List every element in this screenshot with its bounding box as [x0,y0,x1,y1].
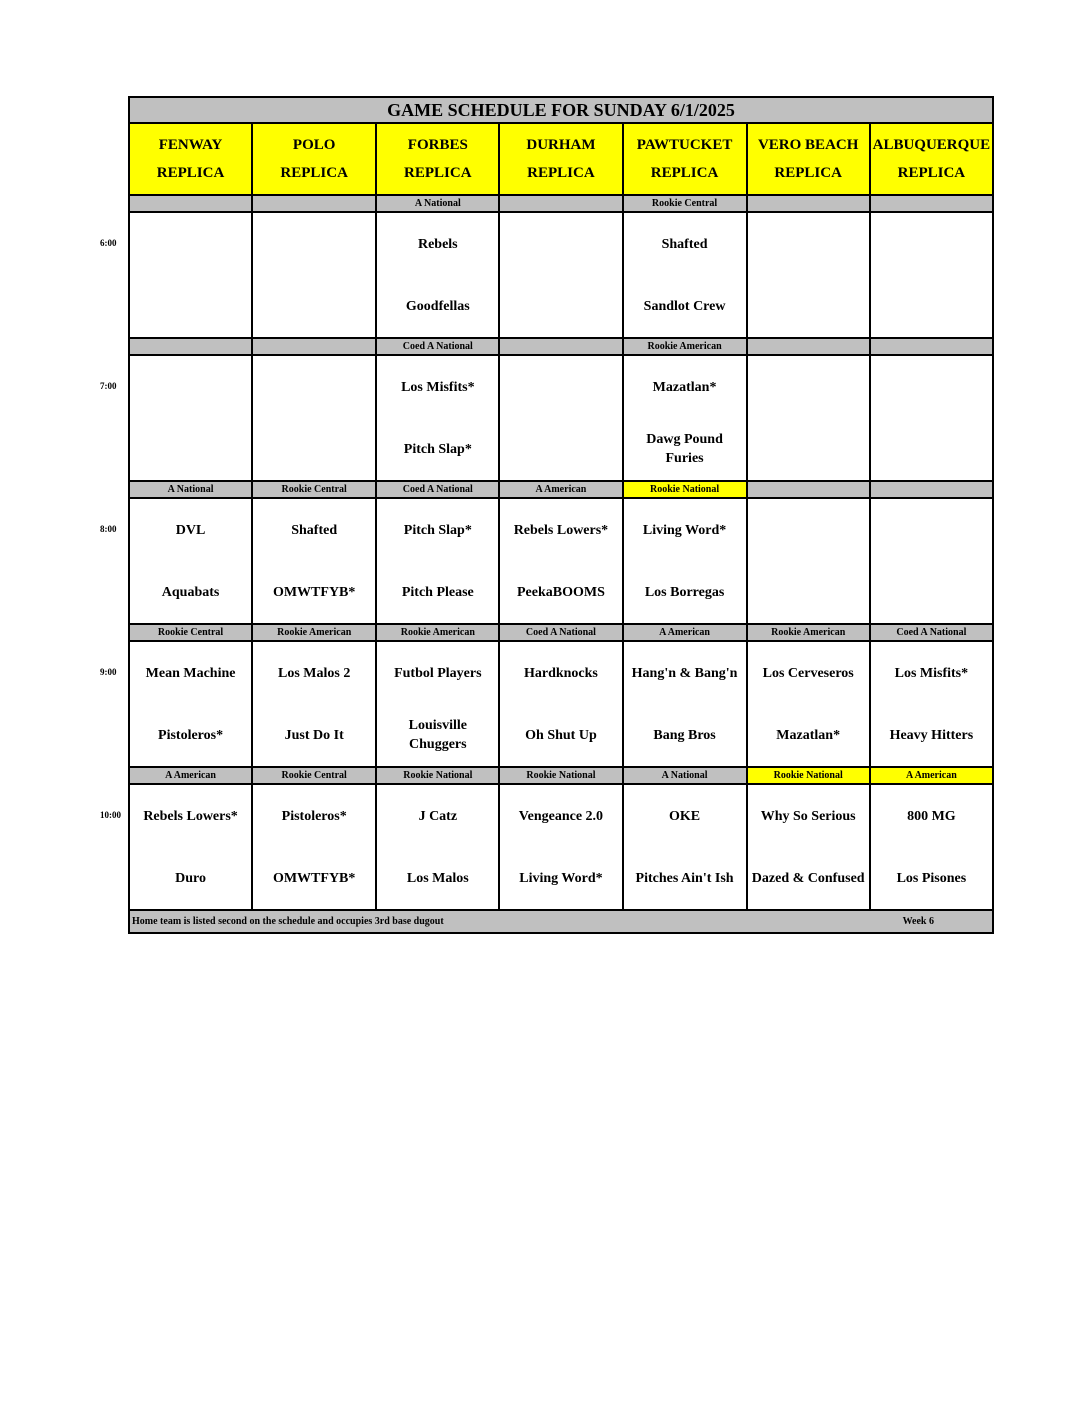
away-team [253,213,375,275]
division-label [252,195,376,212]
game-cell [376,498,499,624]
home-team: PeekaBOOMS [516,584,605,600]
away-team [500,356,621,418]
field-subtitle: REPLICA [774,165,842,181]
footer-row [129,910,993,933]
division-label: Coed A National [376,338,499,355]
game-row [129,498,993,624]
field-subtitle: REPLICA [280,165,348,181]
home-team: Pitch Slap* [403,441,472,457]
game-cell [376,355,499,481]
time-label: 8:00 [100,524,117,534]
home-team: Sandlot Crew [643,298,726,314]
game-cell [499,212,622,338]
game-cell [747,498,870,624]
division-label [747,481,870,498]
away-team: Pitch Slap* [403,522,472,538]
away-team [871,356,992,418]
field-name: FENWAY [158,137,223,153]
division-label: A American [623,624,747,641]
division-label: Rookie Central [623,195,747,212]
division-label: Rookie National [376,767,499,784]
away-team: Hang'n & Bang'n [631,665,738,681]
division-label: Rookie Central [252,767,376,784]
game-row [129,641,993,767]
division-label [129,195,252,212]
away-team: Mazatlan* [652,379,717,395]
away-team: Futbol Players [394,665,482,681]
division-label: Rookie American [252,624,376,641]
home-team: Dawg Pound Furies [646,432,723,466]
footer-cell [129,910,993,933]
game-row [129,355,993,481]
game-cell [870,498,993,624]
division-label: A National [623,767,747,784]
week-label: Week 6 [902,916,934,927]
home-team: OMWTFYB* [272,584,356,600]
field-name: PAWTUCKET [636,137,733,153]
division-label: Rookie Central [129,624,252,641]
game-cell [870,212,993,338]
home-team: Oh Shut Up [525,727,597,743]
field-header [252,123,376,195]
away-team: J Catz [418,808,458,824]
field-header [870,123,993,195]
away-team [130,356,251,418]
away-team [130,213,251,275]
home-team [500,275,621,337]
time-label: 10:00 [100,810,121,820]
field-header [129,123,252,195]
home-team: Pitches Ain't Ish [635,870,734,886]
field-header [747,123,870,195]
game-cell [870,355,993,481]
away-team: Los Cerveseros [762,665,854,681]
field-name: ALBUQUERQUE [872,137,991,153]
home-team [253,275,375,337]
home-team: Dazed & Confused [751,870,865,886]
division-label: Rookie National [623,481,747,498]
game-cell [623,355,747,481]
division-label [129,338,252,355]
away-team [871,213,992,275]
away-team: Why So Serious [760,808,856,824]
game-row [129,784,993,910]
game-cell [623,498,747,624]
away-team: OKE [669,808,701,824]
division-label: A American [499,481,622,498]
division-label: Rookie American [747,624,870,641]
home-team: Los Borregas [644,584,725,600]
game-cell [623,784,747,910]
division-label: Coed A National [499,624,622,641]
field-subtitle: REPLICA [650,165,719,181]
title-row [129,97,993,123]
game-cell [252,784,376,910]
game-cell [747,212,870,338]
division-label [252,338,376,355]
game-cell [747,641,870,767]
home-team [748,418,869,480]
home-team: Goodfellas [405,298,470,314]
field-subtitle: REPLICA [897,165,966,181]
division-label: Coed A National [870,624,993,641]
game-cell [747,784,870,910]
away-team: Vengeance 2.0 [518,808,604,824]
division-label: Coed A National [376,481,499,498]
field-name: FORBES [407,137,468,153]
division-label [499,195,622,212]
home-team: Los Pisones [896,870,967,886]
game-cell [129,498,252,624]
game-cell [252,212,376,338]
schedule-table [128,96,994,934]
field-name: DURHAM [526,137,596,153]
field-subtitle: REPLICA [404,165,472,181]
home-team: Mazatlan* [776,727,841,743]
game-cell [747,355,870,481]
game-cell [499,641,622,767]
game-cell [252,641,376,767]
away-team: Hardknocks [523,665,598,681]
schedule-title: GAME SCHEDULE FOR SUNDAY 6/1/2025 [129,97,993,123]
footer-note: Home team is listed second on the schedule and occupies 3rd base dugout [132,916,444,927]
away-team: Rebels [417,236,458,252]
field-header [376,123,499,195]
game-cell [499,498,622,624]
division-label: Rookie American [623,338,747,355]
away-team: Rebels Lowers* [513,522,609,538]
game-cell [129,641,252,767]
away-team [748,499,869,561]
time-label: 7:00 [100,381,117,391]
away-team [253,356,375,418]
division-label: Rookie National [499,767,622,784]
home-team: Pitch Please [401,584,474,600]
field-subtitle: REPLICA [156,165,225,181]
game-cell [252,498,376,624]
away-team: Rebels Lowers* [143,808,238,824]
away-team: Los Malos 2 [278,665,351,681]
home-team: Pistoleros* [158,727,224,743]
field-subtitle: REPLICA [527,165,595,181]
division-row [129,624,993,641]
division-label: A National [376,195,499,212]
home-team [871,418,992,480]
home-team [871,561,992,623]
division-label: A American [129,767,252,784]
home-team: Living Word* [519,870,603,886]
home-team: Bang Bros [653,727,716,743]
home-team [130,418,251,480]
game-cell [870,641,993,767]
division-label [870,481,993,498]
away-team: DVL [175,522,206,538]
field-name: VERO BEACH [757,137,859,153]
division-label [747,338,870,355]
home-team [871,275,992,337]
division-label [499,338,622,355]
field-name: POLO [292,137,336,153]
home-team [253,418,375,480]
home-team [500,418,621,480]
division-row [129,195,993,212]
division-row [129,767,993,784]
home-team: Louisville Chuggers [408,718,467,752]
time-label: 9:00 [100,667,117,677]
time-label: 6:00 [100,238,117,248]
away-team [500,213,621,275]
away-team: Shafted [661,236,708,252]
away-team [748,356,869,418]
home-team: Aquabats [161,584,220,600]
game-cell [870,784,993,910]
game-cell [499,355,622,481]
away-team: Living Word* [642,522,727,538]
division-label [870,195,993,212]
home-team: Duro [175,870,206,886]
game-cell [623,212,747,338]
division-row [129,338,993,355]
home-team: Just Do It [284,727,344,743]
division-label: A American [870,767,993,784]
game-cell [499,784,622,910]
division-row [129,481,993,498]
division-label [870,338,993,355]
game-cell [129,784,252,910]
field-header [499,123,622,195]
game-cell [252,355,376,481]
away-team: Shafted [291,522,338,538]
home-team: OMWTFYB* [272,870,356,886]
game-cell [129,355,252,481]
division-label: Rookie Central [252,481,376,498]
division-label: Rookie American [376,624,499,641]
away-team: Mean Machine [145,665,236,681]
away-team: 800 MG [907,808,956,824]
division-label: Rookie National [747,767,870,784]
division-label [747,195,870,212]
away-team [871,499,992,561]
home-team [748,561,869,623]
game-cell [376,212,499,338]
game-cell [623,641,747,767]
field-header-row [129,123,993,195]
division-label: A National [129,481,252,498]
game-cell [129,212,252,338]
home-team: Los Malos [406,870,469,886]
game-cell [376,784,499,910]
away-team: Los Misfits* [401,379,475,395]
home-team [748,275,869,337]
home-team [130,275,251,337]
away-team [748,213,869,275]
home-team: Heavy Hitters [889,727,974,743]
away-team: Pistoleros* [281,808,347,824]
away-team: Los Misfits* [894,665,969,681]
game-cell [376,641,499,767]
game-row [129,212,993,338]
field-header [623,123,747,195]
